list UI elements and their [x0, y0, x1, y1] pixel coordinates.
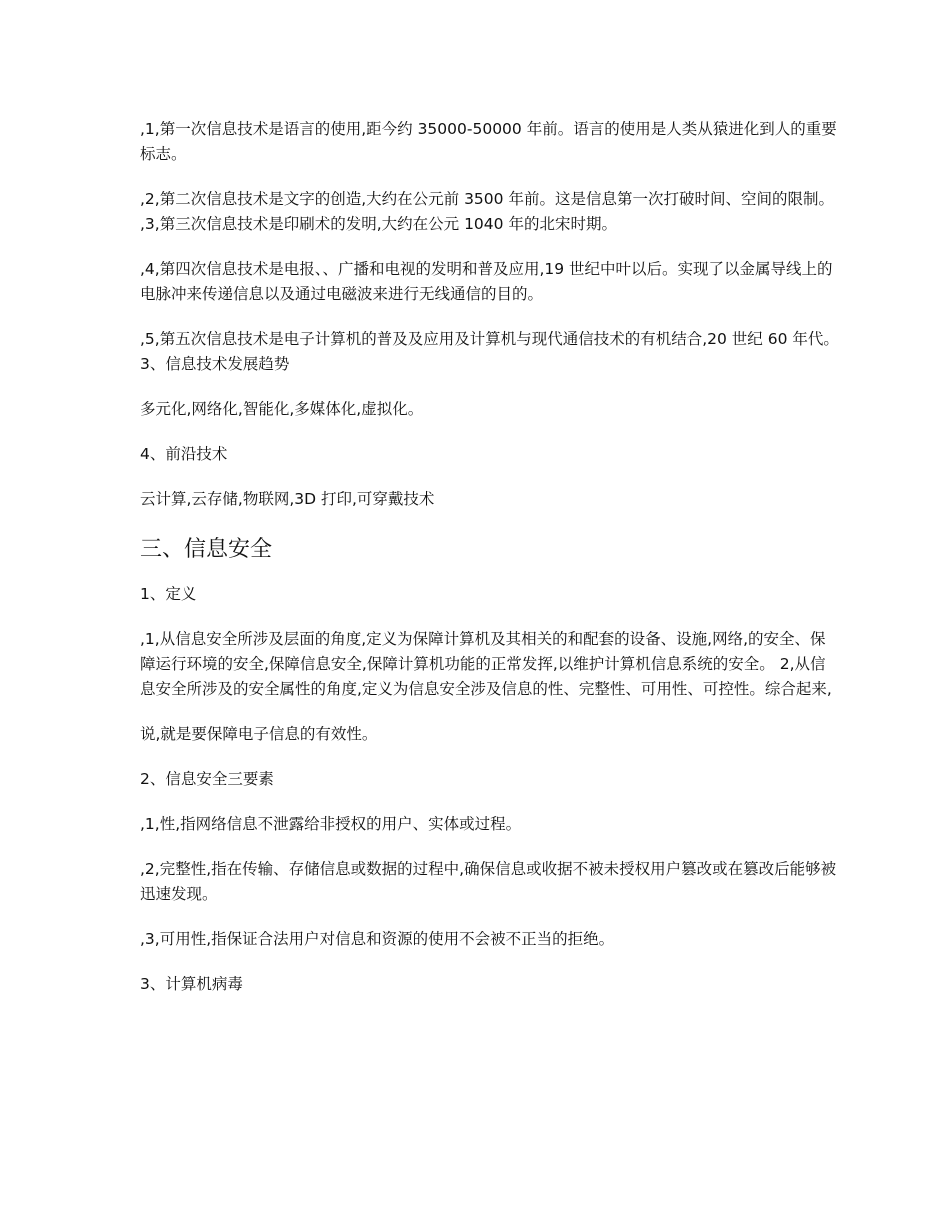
subheading-computer-virus: 3、计算机病毒 — [140, 975, 243, 993]
subheading-three-elements: 2、信息安全三要素 — [140, 770, 274, 788]
paragraph-element-2: ,2,完整性,指在传输、存储信息或数据的过程中,确保信息或收据不被未授权用户篡改或在篡改后能够被迅速发现。 — [140, 860, 837, 903]
paragraph-element-3: ,3,可用性,指保证合法用户对信息和资源的使用不会被不正当的拒绝。 — [140, 930, 615, 948]
section-heading-info-security: 三、信息安全 — [140, 537, 273, 562]
paragraph-definition: ,1,从信息安全所涉及层面的角度,定义为保障计算机及其相关的和配套的设备、设施,网络,的安全、保障运行环境的安全,保障信息安全,保障计算机功能的正常发挥,以维护计算机信息系统的安全。 2,从信息安全所涉及的安全属性的角度,定义为信息安全涉及信息的性、完整性、可用性、可控性。综合起来, — [140, 630, 832, 698]
paragraph-info-tech-1: ,1,第一次信息技术是语言的使用,距今约 35000-50000 年前。语言的使用是人类从猿进化到人的重要标志。 — [140, 120, 837, 163]
paragraph-frontier-tech: 云计算,云存储,物联网,3D 打印,可穿戴技术 — [140, 490, 435, 508]
paragraph-info-tech-5: ,5,第五次信息技术是电子计算机的普及及应用及计算机与现代通信技术的有机结合,20 世纪 60 年代。 3、信息技术发展趋势 — [140, 330, 844, 373]
document-page — [140, 117, 844, 1017]
paragraph-trends: 多元化,网络化,智能化,多媒体化,虚拟化。 — [140, 400, 424, 418]
paragraph-info-tech-2-3: ,2,第二次信息技术是文字的创造,大约在公元前 3500 年前。这是信息第一次打破时间、空间的限制。 ,3,第三次信息技术是印刷术的发明,大约在公元 1040 年的北宋时期。 — [140, 190, 839, 233]
subheading-definition: 1、定义 — [140, 585, 197, 603]
subheading-frontier-tech: 4、前沿技术 — [140, 445, 228, 463]
paragraph-element-1: ,1,性,指网络信息不泄露给非授权的用户、实体或过程。 — [140, 815, 522, 833]
paragraph-info-tech-4: ,4,第四次信息技术是电报、、广播和电视的发明和普及应用,19 世纪中叶以后。实现了以金属导线上的电脉冲来传递信息以及通过电磁波来进行无线通信的目的。 — [140, 260, 833, 303]
paragraph-definition-summary: 说,就是要保障电子信息的有效性。 — [140, 725, 378, 743]
